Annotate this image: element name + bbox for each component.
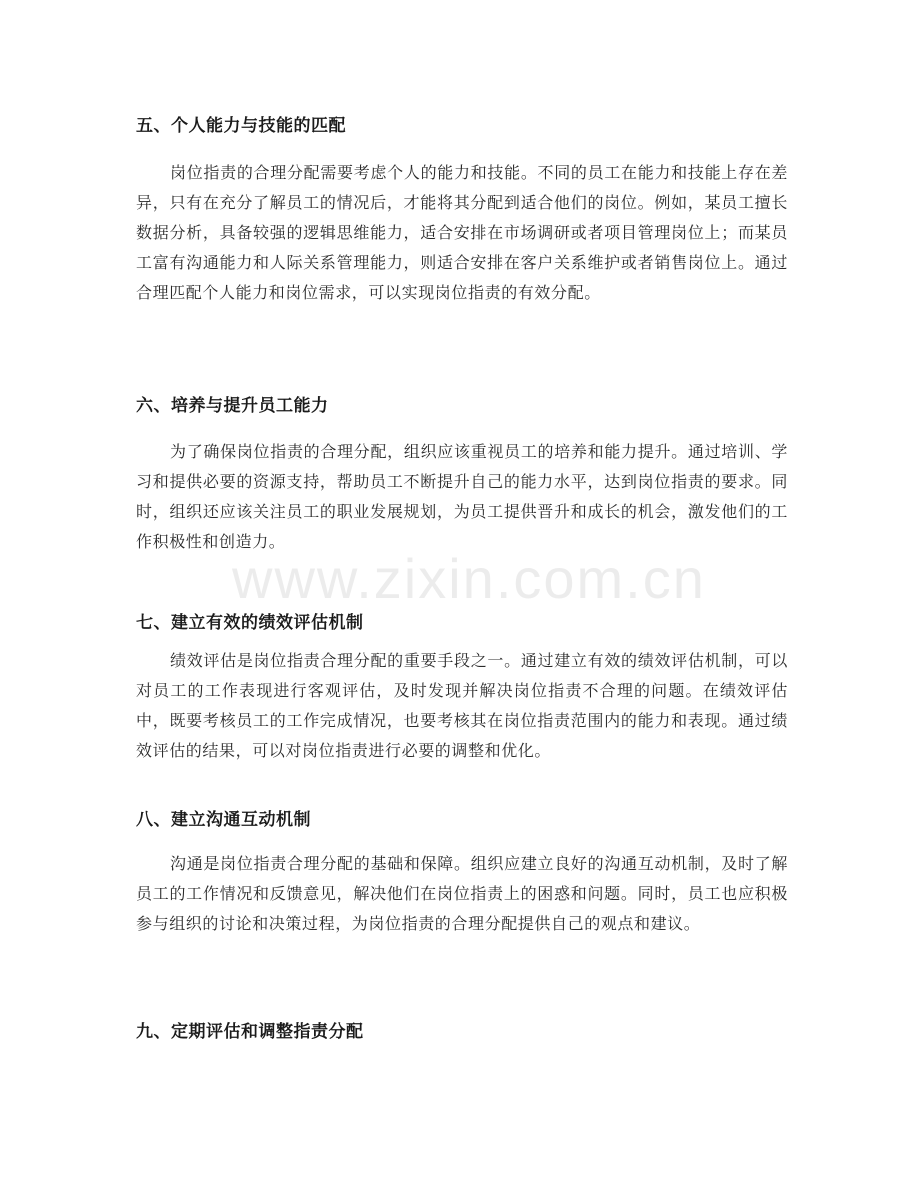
section-paragraph-8: 沟通是岗位指责合理分配的基础和保障。组织应建立良好的沟通互动机制，及时了解员工的工作情况和反馈意见，解决他们在岗位指责上的困惑和问题。同时，员工也应积极参与组织的讨论和决策过程，为岗位指责的合理分配提供自己的观点和建议。 bbox=[136, 854, 788, 933]
section-heading-8: 八、建立沟通互动机制 bbox=[136, 810, 311, 830]
watermark: www.zixin.com.cn bbox=[232, 547, 706, 610]
section-heading-6: 六、培养与提升员工能力 bbox=[136, 396, 329, 416]
section-paragraph-6: 为了确保岗位指责的合理分配，组织应该重视员工的培养和能力提升。通过培训、学习和提供必要的资源支持，帮助员工不断提升自己的能力水平，达到岗位指责的要求。同时，组织还应该关注员工的职业发展规划，为员工提供晋升和成长的机会，激发他们的工作积极性和创造力。 bbox=[136, 442, 788, 551]
section-heading-5: 五、个人能力与技能的匹配 bbox=[136, 116, 346, 136]
section-paragraph-5: 岗位指责的合理分配需要考虑个人的能力和技能。不同的员工在能力和技能上存在差异，只有在充分了解员工的情况后，才能将其分配到适合他们的岗位。例如，某员工擅长数据分析，具备较强的逻辑思维能力，适合安排在市场调研或者项目管理岗位上；而某员工富有沟通能力和人际关系管理能力，则适合安排在客户关系维护或者销售岗位上。通过合理匹配个人能力和岗位需求，可以实现岗位指责的有效分配。 bbox=[136, 163, 788, 302]
section-paragraph-7: 绩效评估是岗位指责合理分配的重要手段之一。通过建立有效的绩效评估机制，可以对员工的工作表现进行客观评估，及时发现并解决岗位指责不合理的问题。在绩效评估中，既要考核员工的工作完成情况，也要考核其在岗位指责范围内的能力和表现。通过绩效评估的结果，可以对岗位指责进行必要的调整和优化。 bbox=[136, 651, 788, 760]
section-heading-7: 七、建立有效的绩效评估机制 bbox=[136, 613, 364, 633]
section-heading-9: 九、定期评估和调整指责分配 bbox=[136, 1022, 364, 1042]
